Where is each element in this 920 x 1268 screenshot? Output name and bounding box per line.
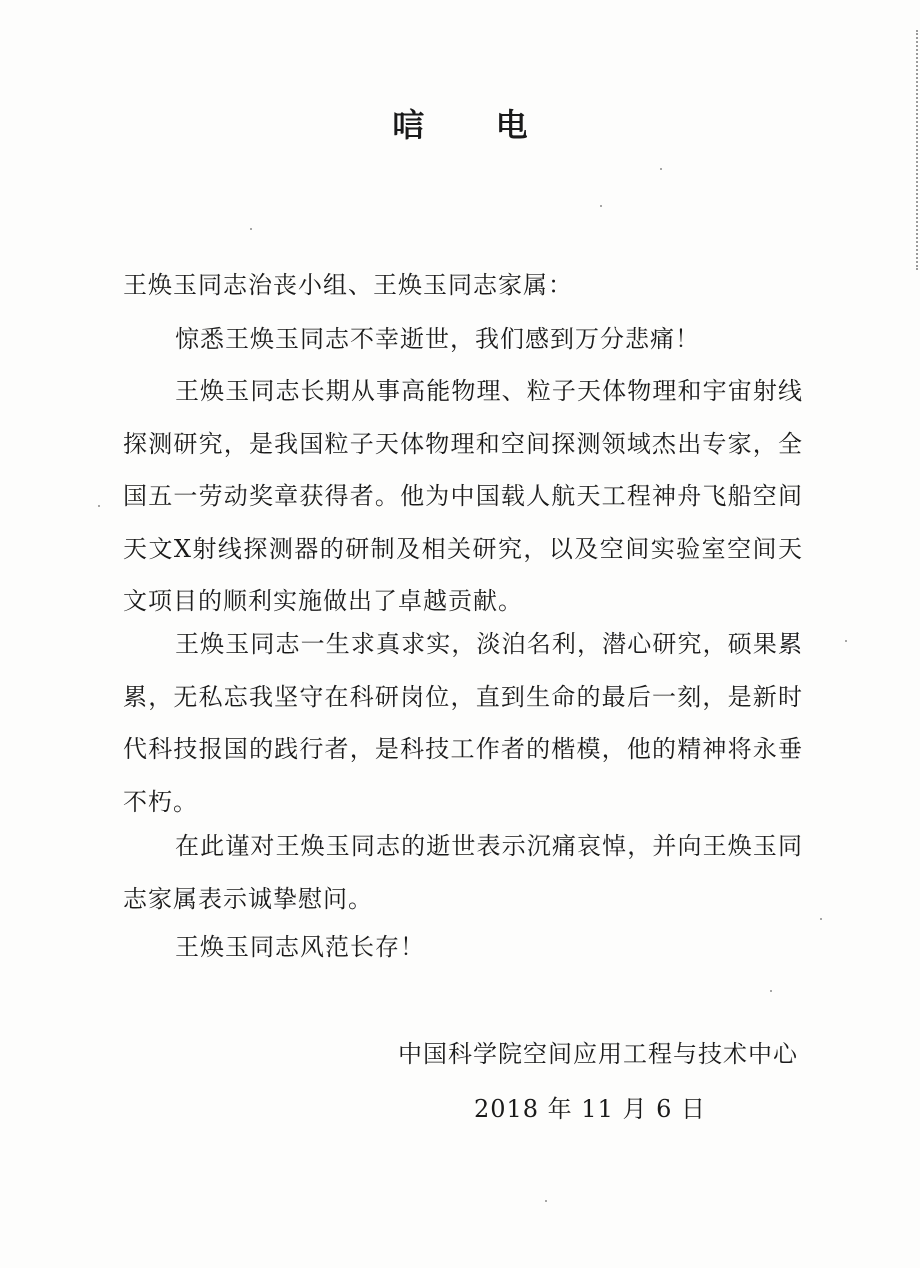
scan-speck <box>98 505 100 507</box>
paragraph-1: 惊悉王焕玉同志不幸逝世，我们感到万分悲痛！ <box>175 325 700 353</box>
scan-speck <box>545 1200 547 1202</box>
paragraph-5: 王焕玉同志风范长存！ <box>175 933 425 961</box>
document-title: 唁 电 <box>392 106 558 144</box>
scan-speck <box>845 640 847 642</box>
scan-speck <box>820 918 822 920</box>
scan-speck <box>600 205 602 207</box>
scan-speck <box>770 990 772 992</box>
scan-speck <box>250 228 252 230</box>
signature-organization: 中国科学院空间应用工程与技术中心 <box>398 1040 798 1068</box>
paragraph-2: 王焕玉同志长期从事高能物理、粒子天体物理和宇宙射线探测研究，是我国粒子天体物理和空间探测领域杰出专家，全国五一劳动奖章获得者。他为中国载人航天工程神舟飞船空间天文X射线探测器的研制及相关研究，以及空间实验室空间天文项目的顺利实施做出了卓越贡献。 <box>123 377 803 615</box>
scan-speck <box>660 168 662 170</box>
signature-date: 2018 年 11 月 6 日 <box>473 1095 706 1123</box>
scan-edge-mark <box>913 30 918 270</box>
salutation: 王焕玉同志治丧小组、王焕玉同志家属： <box>123 271 573 299</box>
paragraph-4: 在此谨对王焕玉同志的逝世表示沉痛哀悼，并向王焕玉同志家属表示诚挚慰问。 <box>123 832 803 913</box>
paragraph-3: 王焕玉同志一生求真求实，淡泊名利，潜心研究，硕果累累，无私忘我坚守在科研岗位，直到生命的最后一刻，是新时代科技报国的践行者，是科技工作者的楷模，他的精神将永垂不朽。 <box>123 630 803 816</box>
